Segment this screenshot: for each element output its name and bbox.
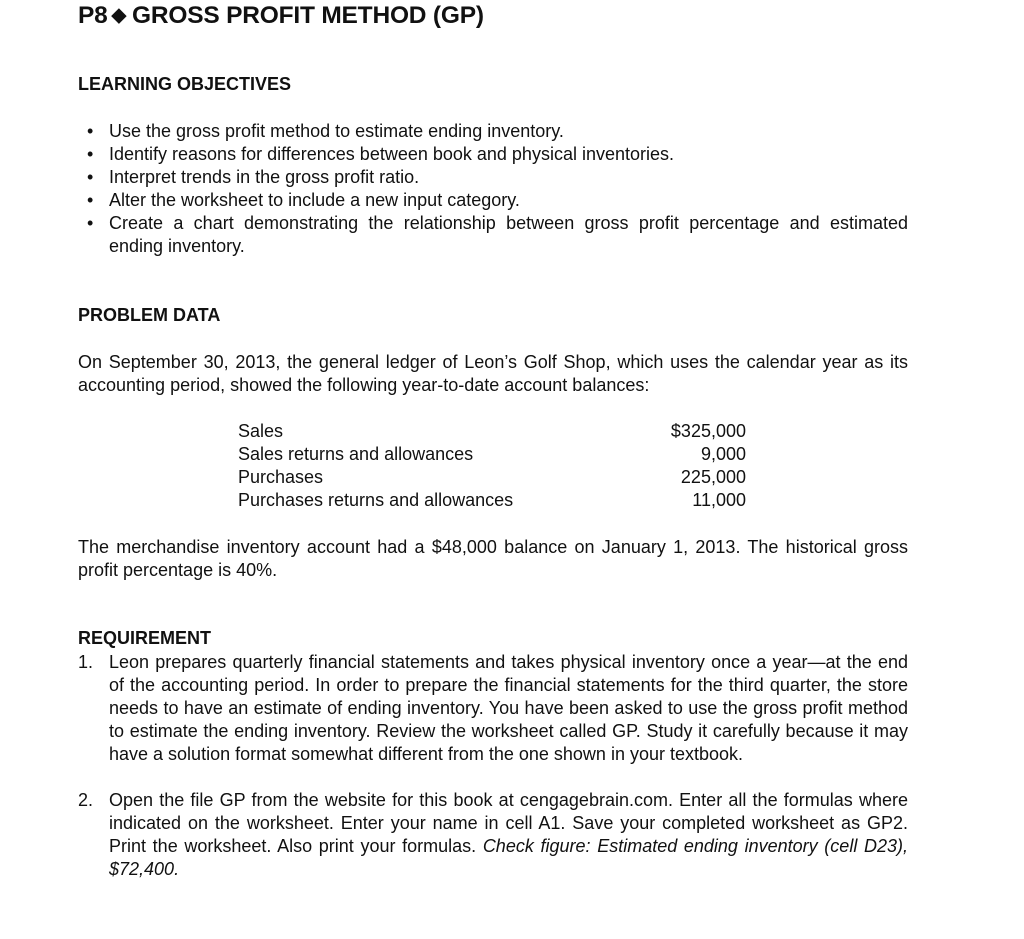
problem-data-heading: PROBLEM DATA [78,305,221,325]
account-amount: 225,000 [680,467,746,487]
requirement-text: Leon prepares quarterly financial statements and takes physical inventory once a year—at the end of the accounting period. In order to prepare the financial statements for the third quarter, the store needs to have an estimate of ending inventory. You have been asked to use the gross profit method to estimate the ending inventory. Review the worksheet called GP. Study it carefully because it may have a solution format somewhat different from the one shown in your textbook. [109,652,908,764]
table-row [238,489,746,512]
problem-number: P8 [78,2,108,29]
problem-title: GROSS PROFIT METHOD (GP) [132,2,484,29]
table-row [238,443,746,466]
account-amount: 9,000 [700,444,746,464]
account-label: Purchases returns and allowances [238,490,514,510]
requirement-number: 1. [78,652,94,672]
table-row [238,420,746,443]
account-balances-table [238,420,746,512]
requirement-item [78,789,908,881]
account-label: Sales [238,421,284,441]
problem-closing: The merchandise inventory account had a $48,000 balance on January 1, 2013. The historical gross profit percentage is 40%. [78,537,908,580]
account-label: Sales returns and allowances [238,444,474,464]
objective-item: • Create a chart demonstrating the relationship between gross profit percentage and estimated ending inventory. [78,212,908,258]
account-amount: $325,000 [670,421,746,441]
diamond-icon: ◆ [111,5,126,26]
check-figure: Check figure: Estimated ending inventory (cell D23), $72,400. [109,836,908,879]
account-label: Purchases [238,467,324,487]
table-row [238,466,746,489]
objective-item: • Interpret trends in the gross profit ratio. [78,166,908,189]
requirement-heading: REQUIREMENT [78,628,212,648]
objective-item: • Use the gross profit method to estimate ending inventory. [78,120,908,143]
requirement-item [78,651,908,766]
learning-objectives-heading: LEARNING OBJECTIVES [78,74,292,94]
requirement-text: Open the file GP from the website for this book at cengagebrain.com. Enter all the formulas where indicated on the worksheet. Enter your name in cell A1. Save your completed worksheet as GP2. Print the worksheet. Also print your formulas. [109,790,908,856]
objective-item: • Alter the worksheet to include a new input category. [78,189,908,212]
account-amount: 11,000 [692,490,746,510]
requirement-number: 2. [78,790,94,810]
objective-item: • Identify reasons for differences between book and physical inventories. [78,143,908,166]
problem-intro: On September 30, 2013, the general ledger of Leon’s Golf Shop, which uses the calendar year as its accounting period, showed the following year-to-date account balances: [78,352,908,395]
page-title [78,2,484,30]
requirement-list [78,651,908,881]
learning-objectives-list [78,120,908,258]
